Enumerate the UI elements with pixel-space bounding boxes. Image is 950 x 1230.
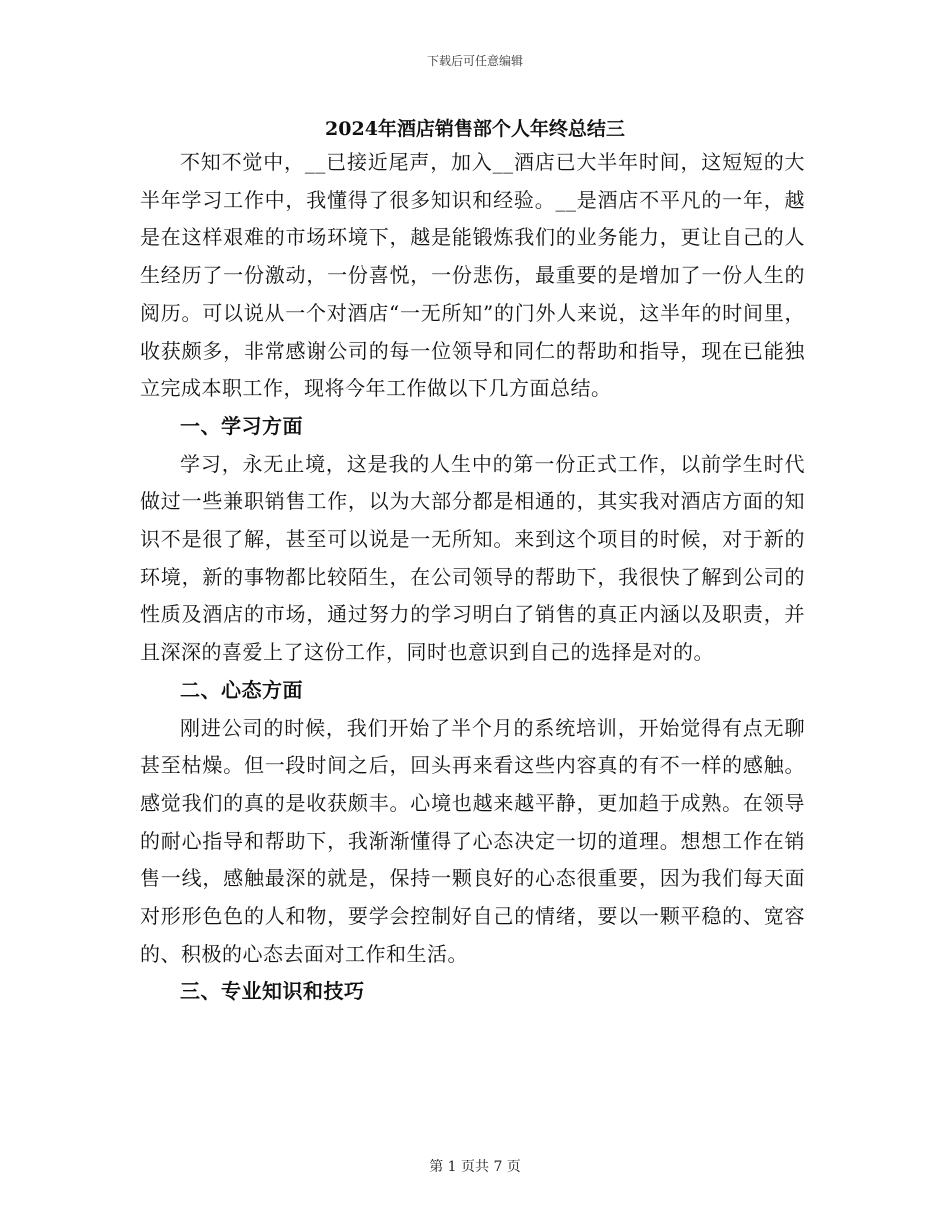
intro-paragraph: 不知不觉中，__已接近尾声，加入__酒店已大半年时间，这短短的大半年学习工作中，我懂得了很多知识和经验。__是酒店不平凡的一年，越是在这样艰难的市场环境下，越是能锻炼我们的业务能力，更让自己的人生经历了一份激动，一份喜悦，一份悲伤，最重要的是增加了一份人生的阅历。可以说从一个对酒店“一无所知”的门外人来说，这半年的时间里，收获颇多，非常感谢公司的每一位领导和同仁的帮助和指导，现在已能独立完成本职工作，现将今年工作做以下几方面总结。 — [140, 150, 805, 401]
document-title: 2024年酒店销售部个人年终总结三 — [325, 118, 625, 140]
section-heading-mindset: 二、心态方面 — [180, 677, 303, 702]
document-body — [140, 144, 805, 1011]
page-header-note: 下载后可任意编辑 — [426, 54, 523, 68]
section-heading-study: 一、学习方面 — [180, 413, 303, 438]
section-body-mindset: 刚进公司的时候，我们开始了半个月的系统培训，开始觉得有点无聊甚至枯燥。但一段时间之后，回头再来看这些内容真的有不一样的感触。感觉我们的真的是收获颇丰。心境也越来越平静，更加趋于成熟。在领导的耐心指导和帮助下，我渐渐懂得了心态决定一切的道理。想想工作在销售一线，感触最深的就是，保持一颗良好的心态很重要，因为我们每天面对形形色色的人和物，要学会控制好自己的情绪，要以一颗平稳的、宽容的、积极的心态去面对工作和生活。 — [140, 715, 805, 966]
section-body-study: 学习，永无止境，这是我的人生中的第一份正式工作，以前学生时代做过一些兼职销售工作，以为大部分都是相通的，其实我对酒店方面的知识不是很了解，甚至可以说是一无所知。来到这个项目的时候，对于新的环境，新的事物都比较陌生，在公司领导的帮助下，我很快了解到公司的性质及酒店的市场，通过努力的学习明白了销售的真正内涵以及职责，并且深深的喜爱上了这份工作，同时也意识到自己的选择是对的。 — [140, 451, 805, 665]
section-heading-skills: 三、专业知识和技巧 — [180, 979, 365, 1004]
page-number: 第 1 页共 7 页 — [429, 1159, 521, 1175]
